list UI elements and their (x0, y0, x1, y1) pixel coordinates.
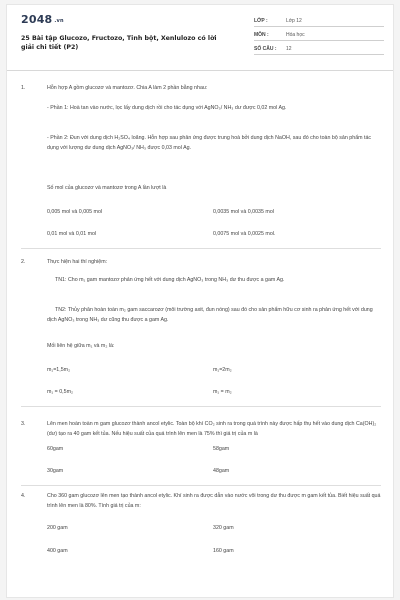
option-b[interactable]: 58gam (213, 446, 230, 452)
divider (21, 485, 381, 486)
option-b[interactable]: m₁=2m₂ (213, 367, 232, 373)
option-c[interactable]: 30gam (47, 468, 64, 474)
question-number: 1. (21, 85, 26, 91)
question-number: 4. (21, 493, 26, 499)
question-stem: Cho 360 gam glucozơ lên men tạo thành ancol etylic. Khí sinh ra được dẫn vào nước vôi trong dư thu được m gam kết tủa. Biết hiệu suất quá trình lên men là 80%. Tính giá trị của m: (47, 493, 381, 509)
meta-grade (254, 16, 384, 27)
question-ask: Mối liên hệ giữa m₁ và m₂ là: (47, 343, 115, 349)
option-d[interactable]: 48gam (213, 468, 230, 474)
question-part-2: - Phần 2: Đun với dung dịch H₂SO₄ loãng. Hỗn hợp sau phản ứng được trung hoà bởi dung dịch NaOH, sau đó cho toàn bộ sản phẩm tác dụng với lượng dư dung dịch AgNO₃/ NH₃ được 0,03 mol Ag. (47, 135, 372, 151)
document-page (6, 4, 394, 598)
page-title: 25 Bài tập Glucozo, Fructozo, Tinh bột, Xenlulozo có lời giải chi tiết (P2) (21, 35, 217, 51)
meta-question-count (254, 44, 384, 55)
meta-key: SỐ CÂU : (254, 46, 277, 52)
question-part-1: - Phần 1: Hoà tan vào nước, lọc lấy dung dịch rồi cho tác dụng với AgNO₃/ NH₃ dư được 0,02 mol Ag. (47, 105, 287, 111)
option-b[interactable]: 320 gam (213, 525, 234, 531)
option-b[interactable]: 0,0035 mol và 0,0035 mol (213, 209, 274, 215)
meta-key: MÔN : (254, 32, 269, 38)
question-stem: Hỗn hợp A gồm glucozơ và mantozơ. Chia A làm 2 phần bằng nhau: (47, 85, 208, 91)
meta-key: LỚP : (254, 18, 268, 24)
question-stem: Thực hiện hai thí nghiệm: (47, 259, 108, 265)
question-stem: Lên men hoàn toàn m gam glucozơ thành ancol etylic. Toàn bộ khí CO₂ sinh ra trong quá trình này được hấp thụ hết vào dung dịch Ca(OH)₂ (dư) tạo ra 40 gam kết tủa. Nếu hiệu suất của quá trình lên men là 75% thì giá trị của m là (47, 421, 377, 437)
question-number: 2. (21, 259, 26, 265)
option-d[interactable]: 160 gam (213, 548, 234, 554)
question-2 (21, 257, 383, 347)
site-logo[interactable]: 2048 .vn (21, 13, 64, 26)
option-a[interactable]: m₁=1,5m₂ (47, 367, 71, 373)
question-number: 3. (21, 421, 26, 427)
meta-value: 12 (286, 46, 292, 52)
option-d[interactable]: m₁ = m₂ (213, 389, 232, 395)
experiment-1: TN1: Cho m₁ gam mantozơ phản ứng hết với dung dịch AgNO₃ trong NH₃ dư thu được a gam Ag. (55, 277, 285, 283)
meta-value: Hóa học (286, 32, 305, 38)
option-a[interactable]: 60gam (47, 446, 64, 452)
option-c[interactable]: 0,01 mol và 0,01 mol (47, 231, 97, 237)
question-ask: Số mol của glucozơ và mantozơ trong A lần lượt là (47, 185, 167, 191)
option-a[interactable]: 0,005 mol và 0,005 mol (47, 209, 103, 215)
option-a[interactable]: 200 gam (47, 525, 68, 531)
question-3 (21, 419, 383, 459)
question-1 (21, 83, 383, 253)
question-4 (21, 491, 383, 521)
option-c[interactable]: m₁ = 0,5m₂ (47, 389, 74, 395)
document-header (7, 5, 393, 71)
meta-value: Lớp 12 (286, 18, 302, 24)
meta-subject (254, 30, 384, 41)
divider (21, 406, 381, 407)
divider (21, 248, 381, 249)
experiment-2: TN2: Thủy phân hoàn toàn m₂ gam saccarozơ (môi trường axit, đun nóng) sau đó cho sản phẩm hữu cơ sinh ra phản ứng hết với dung dịch AgNO₃ trong NH₃ dư cũng thu được a gam Ag. (47, 307, 373, 323)
option-c[interactable]: 400 gam (47, 548, 68, 554)
option-d[interactable]: 0,0075 mol và 0,0025 mol. (213, 231, 276, 237)
